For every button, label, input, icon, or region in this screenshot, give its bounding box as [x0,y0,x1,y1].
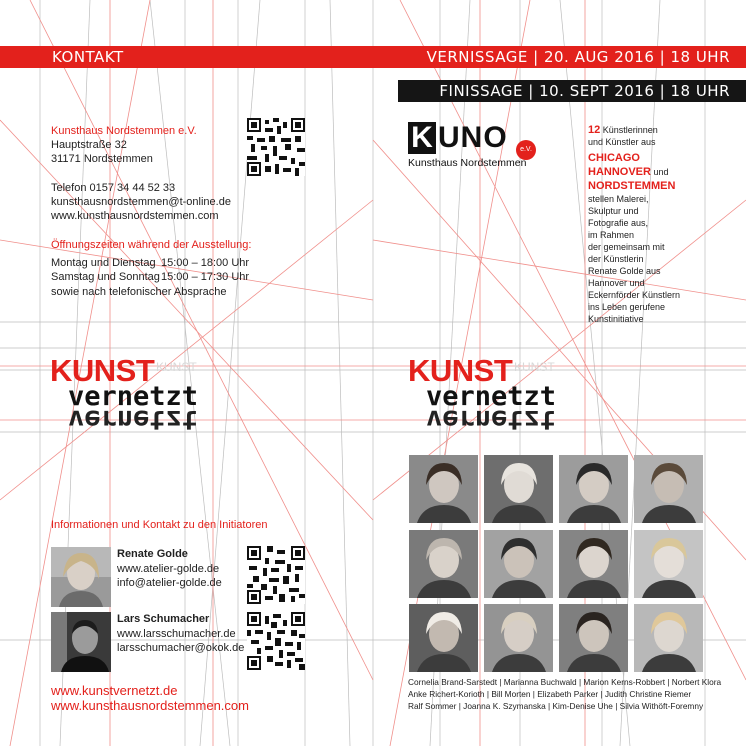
hours-title: Öffnungszeiten während der Ausstellung: [51,239,252,251]
intro-text-block [588,124,680,325]
intro-line-10: Hannover und [588,278,645,288]
qr-code-schumacher[interactable] [247,612,305,670]
intro-line-7: der gemeinsam mit [588,242,665,252]
vernetzt-text-left: vernetzt [68,381,199,412]
vernetzt-text-right: vernetzt [426,381,557,412]
kuno-subtitle: Kunsthaus Nordstemmen [408,157,527,169]
intro-line-13: Kunstinitiative [588,314,644,324]
contact-phone: Telefon 0157 34 44 52 33 [51,182,176,194]
kuno-letters-uno: UNO [438,121,508,154]
artist-photo-klora [634,455,703,523]
artist-photo-sommer [409,604,478,672]
artist-photo-szymanska [484,604,553,672]
kuno-letter-k: K [408,122,436,154]
kuno-ev-badge: e.V. [516,140,536,160]
intro-line-8: der Künstlerin [588,254,644,264]
hours-time-1: 15:00 – 18:00 Uhr [161,257,250,269]
contact-city: 31171 Nordstemmen [51,153,153,165]
artist-photo-buchwald [484,455,553,523]
intro-line-4: Skulptur und [588,206,639,216]
hours-day-2: Samstag und Sonntag [51,271,160,283]
city-nordstemmen: NORDSTEMMEN [588,180,676,192]
intro-line-3: stellen Malerei, [588,194,649,204]
hours-day-1: Montag und Dienstag [51,257,156,269]
vernetzt-mirror-right: vernetzt [426,404,557,435]
contact-street: Hauptstraße 32 [51,139,127,151]
artist-photo-brand-sarstedt [409,455,478,523]
photo-renate-golde [51,547,111,607]
initiator-2-name: Lars Schumacher [117,613,210,625]
qr-code-kunsthaus[interactable] [247,118,305,176]
finissage-label: FINISSAGE | 10. SEPT 2016 | 18 UHR [439,82,730,100]
intro-line-9: Renate Golde aus [588,266,661,276]
artist-photo-parker [559,530,628,598]
kontakt-header-bar [0,46,373,68]
intro-line-5: Fotografie aus, [588,218,649,228]
intro-line-1: Künstlerinnen [602,125,658,135]
intro-line-12: ins Leben gerufene [588,302,666,312]
intro-line-11: Eckernförder Künstlern [588,290,681,300]
footer-web-kunsthaus[interactable]: www.kunsthausnordstemmen.com [51,698,249,713]
initiator-2-web[interactable]: www.larsschumacher.de [117,628,236,640]
city-hannover: HANNOVER [588,166,651,178]
finissage-header-bar [398,80,746,102]
kunst-title-right: KUNST [408,353,513,388]
initiators-title: Informationen und Kontakt zu den Initiatoren [51,519,268,531]
artist-names [408,676,721,712]
kontakt-header-label: KONTAKT [52,48,124,66]
qr-code-icon [247,546,305,604]
hours-time-2: 15:00 – 17:30 Uhr [161,271,250,283]
intro-und: und [653,167,669,177]
kunst-ghost-text-right: KUNST [514,360,555,374]
artist-names-line-1: Cornelia Brand-Sarstedt | Marianna Buchwald | Marion Kerns-Robbert | Norbert Klora [408,677,722,687]
artist-names-line-3: Ralf Sommer | Joanna K. Szymanska | Kim-Denise Uhe | Silvia Withöft-Foremny [408,701,704,711]
contact-org: Kunsthaus Nordstemmen e.V. [51,125,197,137]
initiator-1-mail[interactable]: info@atelier-golde.de [117,577,222,589]
vernissage-label: VERNISSAGE | 20. AUG 2016 | 18 UHR [426,48,730,66]
initiator-1-web[interactable]: www.atelier-golde.de [117,563,220,575]
artist-count: 12 [588,124,601,136]
initiator-1-name: Renate Golde [117,548,188,560]
intro-line-6: im Rahmen [588,230,635,240]
artist-photo-uhe [559,604,628,672]
photo-lars-schumacher [51,612,111,672]
kunst-title-left: KUNST [50,353,155,388]
artist-photo-riemer [634,530,703,598]
kunst-ghost-text-left: KUNST [156,360,197,374]
kuno-logo [408,122,546,172]
city-chicago: CHICAGO [588,152,640,164]
vernissage-header-bar [373,46,746,68]
vernetzt-mirror-left: vernetzt [68,404,199,435]
initiator-2-mail[interactable]: larsschumacher@okok.de [117,642,245,654]
qr-code-golde[interactable] [247,546,305,604]
qr-code-icon [247,612,305,670]
qr-code-icon [247,118,305,176]
artist-photo-richert-korioth [409,530,478,598]
contact-email[interactable]: kunsthausnordstemmen@t-online.de [51,196,231,208]
artist-photo-withoeft-foremny [634,604,703,672]
intro-line-2: und Künstler aus [588,137,656,147]
artist-names-line-2: Anke Richert-Korioth | Bill Morten | Elizabeth Parker | Judith Christine Riemer [408,689,692,699]
artist-photo-morten [484,530,553,598]
footer-web-kunstvernetzt[interactable]: www.kunstvernetzt.de [51,683,178,698]
artist-photo-kerns-robbert [559,455,628,523]
hours-note: sowie nach telefonischer Absprache [51,286,227,298]
contact-web[interactable]: www.kunsthausnordstemmen.com [51,210,219,222]
